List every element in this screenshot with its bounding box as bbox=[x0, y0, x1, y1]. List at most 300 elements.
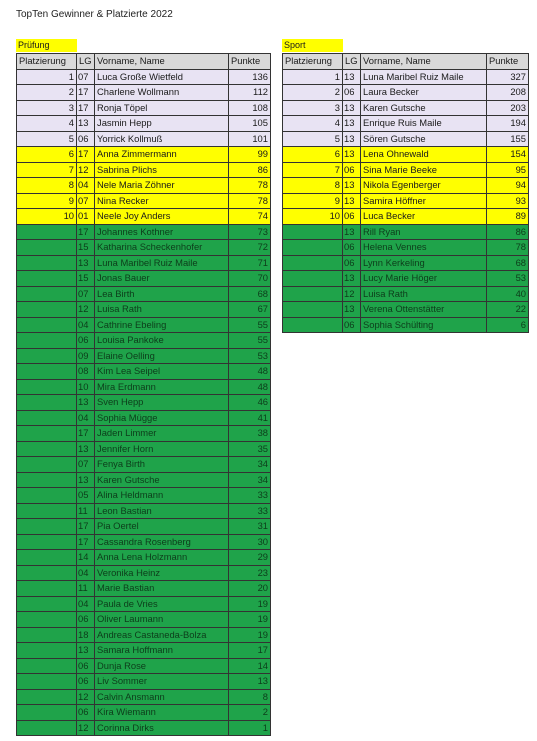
table-row bbox=[17, 364, 271, 380]
place-cell bbox=[17, 286, 77, 302]
place-cell bbox=[17, 519, 77, 535]
lg-cell: 04 bbox=[77, 565, 95, 581]
place-cell bbox=[17, 612, 77, 628]
name-cell: Jonas Bauer bbox=[95, 271, 229, 287]
lg-cell: 12 bbox=[77, 162, 95, 178]
lg-cell: 17 bbox=[77, 519, 95, 535]
place-cell bbox=[17, 720, 77, 736]
place-cell: 2 bbox=[283, 85, 343, 101]
points-cell: 68 bbox=[229, 286, 271, 302]
name-cell: Leon Bastian bbox=[95, 503, 229, 519]
points-cell: 19 bbox=[229, 596, 271, 612]
name-cell: Andreas Castaneda-Bolza bbox=[95, 627, 229, 643]
lg-cell: 17 bbox=[77, 100, 95, 116]
name-cell: Pia Oertel bbox=[95, 519, 229, 535]
points-cell: 34 bbox=[229, 472, 271, 488]
points-cell: 67 bbox=[229, 302, 271, 318]
name-cell: Paula de Vries bbox=[95, 596, 229, 612]
points-cell: 8 bbox=[229, 689, 271, 705]
lg-cell: 06 bbox=[343, 240, 361, 256]
points-cell: 78 bbox=[229, 193, 271, 209]
table-row bbox=[283, 286, 529, 302]
name-cell: Charlene Wollmann bbox=[95, 85, 229, 101]
lg-cell: 14 bbox=[77, 550, 95, 566]
table-row bbox=[283, 255, 529, 271]
table-row bbox=[17, 441, 271, 457]
lg-cell: 13 bbox=[343, 193, 361, 209]
points-cell: 112 bbox=[229, 85, 271, 101]
name-cell: Jaden Limmer bbox=[95, 426, 229, 442]
points-cell: 327 bbox=[487, 69, 529, 85]
lg-cell: 13 bbox=[77, 441, 95, 457]
name-cell: Cathrine Ebeling bbox=[95, 317, 229, 333]
table-row bbox=[17, 426, 271, 442]
lg-cell: 13 bbox=[343, 116, 361, 132]
name-cell: Corinna Dirks bbox=[95, 720, 229, 736]
place-cell bbox=[17, 441, 77, 457]
points-cell: 31 bbox=[229, 519, 271, 535]
name-cell: Alina Heldmann bbox=[95, 488, 229, 504]
points-cell: 53 bbox=[229, 348, 271, 364]
table-row bbox=[17, 472, 271, 488]
lg-cell: 13 bbox=[343, 100, 361, 116]
points-cell: 86 bbox=[487, 224, 529, 240]
lg-cell: 06 bbox=[343, 162, 361, 178]
points-cell: 78 bbox=[487, 240, 529, 256]
name-cell: Anna Lena Holzmann bbox=[95, 550, 229, 566]
lg-cell: 07 bbox=[77, 457, 95, 473]
points-cell: 136 bbox=[229, 69, 271, 85]
name-cell: Sophia Mügge bbox=[95, 410, 229, 426]
name-cell: Luna Maribel Ruiz Maile bbox=[95, 255, 229, 271]
name-cell: Johannes Kothner bbox=[95, 224, 229, 240]
place-cell bbox=[283, 271, 343, 287]
table-row bbox=[17, 643, 271, 659]
header-points: Punkte bbox=[487, 54, 529, 70]
place-cell bbox=[17, 240, 77, 256]
place-cell bbox=[17, 255, 77, 271]
name-cell: Verena Ottenstätter bbox=[361, 302, 487, 318]
place-cell: 6 bbox=[17, 147, 77, 163]
table-header-row bbox=[17, 54, 271, 70]
name-cell: Rill Ryan bbox=[361, 224, 487, 240]
table-row bbox=[17, 550, 271, 566]
table-row bbox=[17, 379, 271, 395]
table-row bbox=[17, 581, 271, 597]
place-cell bbox=[17, 457, 77, 473]
lg-cell: 13 bbox=[343, 178, 361, 194]
lg-cell: 06 bbox=[77, 333, 95, 349]
name-cell: Sven Hepp bbox=[95, 395, 229, 411]
table-row bbox=[17, 410, 271, 426]
name-cell: Luisa Rath bbox=[361, 286, 487, 302]
points-cell: 154 bbox=[487, 147, 529, 163]
place-cell bbox=[283, 224, 343, 240]
lg-cell: 13 bbox=[343, 131, 361, 147]
points-cell: 13 bbox=[229, 674, 271, 690]
lg-cell: 04 bbox=[77, 596, 95, 612]
name-cell: Samira Höffner bbox=[361, 193, 487, 209]
place-cell bbox=[17, 705, 77, 721]
place-cell bbox=[283, 255, 343, 271]
lg-cell: 12 bbox=[77, 720, 95, 736]
table-row bbox=[17, 534, 271, 550]
points-cell: 30 bbox=[229, 534, 271, 550]
place-cell bbox=[283, 302, 343, 318]
lg-cell: 04 bbox=[77, 410, 95, 426]
points-cell: 99 bbox=[229, 147, 271, 163]
points-cell: 203 bbox=[487, 100, 529, 116]
table-row bbox=[17, 674, 271, 690]
header-place: Platzierung bbox=[283, 54, 343, 70]
place-cell: 10 bbox=[17, 209, 77, 225]
place-cell: 9 bbox=[17, 193, 77, 209]
name-cell: Helena Vennes bbox=[361, 240, 487, 256]
header-lg: LG bbox=[77, 54, 95, 70]
points-cell: 55 bbox=[229, 333, 271, 349]
points-cell: 194 bbox=[487, 116, 529, 132]
place-cell bbox=[283, 240, 343, 256]
name-cell: Liv Sommer bbox=[95, 674, 229, 690]
place-cell bbox=[17, 271, 77, 287]
lg-cell: 06 bbox=[77, 674, 95, 690]
place-cell bbox=[17, 581, 77, 597]
table-row bbox=[17, 131, 271, 147]
place-cell bbox=[17, 333, 77, 349]
points-cell: 155 bbox=[487, 131, 529, 147]
lg-cell: 13 bbox=[343, 271, 361, 287]
table-row bbox=[17, 395, 271, 411]
table-row bbox=[17, 519, 271, 535]
name-cell: Mira Erdmann bbox=[95, 379, 229, 395]
points-cell: 71 bbox=[229, 255, 271, 271]
header-points: Punkte bbox=[229, 54, 271, 70]
name-cell: Jasmin Hepp bbox=[95, 116, 229, 132]
table-row bbox=[283, 162, 529, 178]
name-cell: Neele Joy Anders bbox=[95, 209, 229, 225]
name-cell: Lena Ohnewald bbox=[361, 147, 487, 163]
points-cell: 48 bbox=[229, 379, 271, 395]
lg-cell: 13 bbox=[77, 643, 95, 659]
place-cell bbox=[17, 426, 77, 442]
lg-cell: 05 bbox=[77, 488, 95, 504]
place-cell: 3 bbox=[283, 100, 343, 116]
name-cell: Anna Zimmermann bbox=[95, 147, 229, 163]
table-row bbox=[17, 116, 271, 132]
lg-cell: 13 bbox=[77, 472, 95, 488]
place-cell: 8 bbox=[17, 178, 77, 194]
place-cell: 3 bbox=[17, 100, 77, 116]
place-cell: 4 bbox=[283, 116, 343, 132]
name-cell: Luca Becker bbox=[361, 209, 487, 225]
header-place: Platzierung bbox=[17, 54, 77, 70]
place-cell bbox=[17, 565, 77, 581]
name-cell: Cassandra Rosenberg bbox=[95, 534, 229, 550]
name-cell: Luca Große Wietfeld bbox=[95, 69, 229, 85]
points-cell: 93 bbox=[487, 193, 529, 209]
points-cell: 20 bbox=[229, 581, 271, 597]
place-cell bbox=[283, 286, 343, 302]
points-cell: 2 bbox=[229, 705, 271, 721]
lg-cell: 06 bbox=[343, 317, 361, 333]
lg-cell: 06 bbox=[77, 131, 95, 147]
name-cell: Calvin Ansmann bbox=[95, 689, 229, 705]
points-cell: 108 bbox=[229, 100, 271, 116]
name-cell: Nina Recker bbox=[95, 193, 229, 209]
place-cell: 8 bbox=[283, 178, 343, 194]
name-cell: Louisa Pankoke bbox=[95, 333, 229, 349]
table-row bbox=[17, 612, 271, 628]
table-row bbox=[283, 302, 529, 318]
table-row bbox=[17, 100, 271, 116]
lg-cell: 08 bbox=[77, 364, 95, 380]
lg-cell: 15 bbox=[77, 240, 95, 256]
table-body bbox=[17, 69, 271, 736]
place-cell bbox=[17, 410, 77, 426]
name-cell: Luisa Rath bbox=[95, 302, 229, 318]
name-cell: Nele Maria Zöhner bbox=[95, 178, 229, 194]
table-row bbox=[17, 457, 271, 473]
name-cell: Jennifer Horn bbox=[95, 441, 229, 457]
name-cell: Sabrina Plichs bbox=[95, 162, 229, 178]
table-row bbox=[17, 565, 271, 581]
table-row bbox=[17, 705, 271, 721]
points-cell: 33 bbox=[229, 488, 271, 504]
points-cell: 55 bbox=[229, 317, 271, 333]
header-name: Vorname, Name bbox=[95, 54, 229, 70]
lg-cell: 17 bbox=[77, 534, 95, 550]
table-row bbox=[17, 596, 271, 612]
table-row bbox=[17, 689, 271, 705]
table-row bbox=[283, 193, 529, 209]
place-cell bbox=[17, 689, 77, 705]
name-cell: Laura Becker bbox=[361, 85, 487, 101]
place-cell: 10 bbox=[283, 209, 343, 225]
page-title: TopTen Gewinner & Platzierte 2022 bbox=[16, 9, 173, 20]
table-row bbox=[17, 333, 271, 349]
table-row bbox=[17, 286, 271, 302]
points-cell: 48 bbox=[229, 364, 271, 380]
table-row bbox=[283, 147, 529, 163]
points-cell: 6 bbox=[487, 317, 529, 333]
name-cell: Oliver Laumann bbox=[95, 612, 229, 628]
points-cell: 72 bbox=[229, 240, 271, 256]
place-cell bbox=[17, 658, 77, 674]
lg-cell: 13 bbox=[77, 116, 95, 132]
place-cell: 5 bbox=[283, 131, 343, 147]
place-cell bbox=[17, 534, 77, 550]
points-cell: 40 bbox=[487, 286, 529, 302]
place-cell bbox=[17, 379, 77, 395]
place-cell bbox=[17, 643, 77, 659]
name-cell: Luna Maribel Ruiz Maile bbox=[361, 69, 487, 85]
lg-cell: 13 bbox=[343, 302, 361, 318]
lg-cell: 17 bbox=[77, 85, 95, 101]
points-cell: 70 bbox=[229, 271, 271, 287]
name-cell: Katharina Scheckenhofer bbox=[95, 240, 229, 256]
name-cell: Veronika Heinz bbox=[95, 565, 229, 581]
points-cell: 74 bbox=[229, 209, 271, 225]
place-cell: 1 bbox=[283, 69, 343, 85]
lg-cell: 12 bbox=[343, 286, 361, 302]
lg-cell: 13 bbox=[77, 255, 95, 271]
name-cell: Samara Hoffmann bbox=[95, 643, 229, 659]
table-row bbox=[17, 302, 271, 318]
section-label-pruefung: Prüfung bbox=[16, 39, 77, 52]
name-cell: Sina Marie Beeke bbox=[361, 162, 487, 178]
table-row bbox=[283, 178, 529, 194]
points-cell: 101 bbox=[229, 131, 271, 147]
lg-cell: 06 bbox=[343, 255, 361, 271]
place-cell: 4 bbox=[17, 116, 77, 132]
lg-cell: 13 bbox=[343, 147, 361, 163]
points-cell: 29 bbox=[229, 550, 271, 566]
place-cell bbox=[17, 488, 77, 504]
name-cell: Marie Bastian bbox=[95, 581, 229, 597]
points-cell: 14 bbox=[229, 658, 271, 674]
table-row bbox=[17, 162, 271, 178]
place-cell: 5 bbox=[17, 131, 77, 147]
place-cell: 2 bbox=[17, 85, 77, 101]
points-cell: 208 bbox=[487, 85, 529, 101]
points-cell: 38 bbox=[229, 426, 271, 442]
place-cell: 7 bbox=[283, 162, 343, 178]
lg-cell: 07 bbox=[77, 193, 95, 209]
place-cell bbox=[17, 674, 77, 690]
name-cell: Lea Birth bbox=[95, 286, 229, 302]
points-cell: 86 bbox=[229, 162, 271, 178]
points-cell: 94 bbox=[487, 178, 529, 194]
lg-cell: 07 bbox=[77, 286, 95, 302]
table-row bbox=[17, 255, 271, 271]
place-cell: 6 bbox=[283, 147, 343, 163]
place-cell bbox=[17, 472, 77, 488]
name-cell: Sophia Schülting bbox=[361, 317, 487, 333]
place-cell bbox=[17, 395, 77, 411]
place-cell bbox=[17, 224, 77, 240]
place-cell bbox=[17, 348, 77, 364]
place-cell bbox=[17, 317, 77, 333]
table-row bbox=[17, 147, 271, 163]
name-cell: Elaine Oelling bbox=[95, 348, 229, 364]
table-row bbox=[17, 317, 271, 333]
name-cell: Karen Gutsche bbox=[361, 100, 487, 116]
table-row bbox=[17, 224, 271, 240]
table-row bbox=[17, 627, 271, 643]
lg-cell: 06 bbox=[77, 612, 95, 628]
name-cell: Fenya Birth bbox=[95, 457, 229, 473]
table-row bbox=[283, 69, 529, 85]
header-lg: LG bbox=[343, 54, 361, 70]
table-row bbox=[17, 178, 271, 194]
points-cell: 73 bbox=[229, 224, 271, 240]
lg-cell: 06 bbox=[343, 209, 361, 225]
name-cell: Yorrick Kollmuß bbox=[95, 131, 229, 147]
name-cell: Ronja Töpel bbox=[95, 100, 229, 116]
table-row bbox=[283, 85, 529, 101]
name-cell: Kira Wiemann bbox=[95, 705, 229, 721]
table-row bbox=[283, 240, 529, 256]
points-cell: 22 bbox=[487, 302, 529, 318]
header-name: Vorname, Name bbox=[361, 54, 487, 70]
lg-cell: 12 bbox=[77, 689, 95, 705]
lg-cell: 09 bbox=[77, 348, 95, 364]
points-cell: 68 bbox=[487, 255, 529, 271]
place-cell bbox=[17, 364, 77, 380]
lg-cell: 17 bbox=[77, 426, 95, 442]
ranking-table-sport bbox=[282, 53, 529, 333]
lg-cell: 17 bbox=[77, 224, 95, 240]
table-row bbox=[283, 100, 529, 116]
points-cell: 19 bbox=[229, 627, 271, 643]
table-row bbox=[17, 85, 271, 101]
name-cell: Karen Gutsche bbox=[95, 472, 229, 488]
lg-cell: 06 bbox=[77, 658, 95, 674]
lg-cell: 10 bbox=[77, 379, 95, 395]
points-cell: 89 bbox=[487, 209, 529, 225]
points-cell: 19 bbox=[229, 612, 271, 628]
table-row bbox=[283, 224, 529, 240]
points-cell: 53 bbox=[487, 271, 529, 287]
lg-cell: 07 bbox=[77, 69, 95, 85]
table-row bbox=[17, 209, 271, 225]
points-cell: 35 bbox=[229, 441, 271, 457]
table-row bbox=[283, 131, 529, 147]
place-cell: 7 bbox=[17, 162, 77, 178]
points-cell: 33 bbox=[229, 503, 271, 519]
lg-cell: 13 bbox=[77, 395, 95, 411]
place-cell: 1 bbox=[17, 69, 77, 85]
table-row bbox=[17, 240, 271, 256]
table-row bbox=[17, 488, 271, 504]
name-cell: Lynn Kerkeling bbox=[361, 255, 487, 271]
lg-cell: 18 bbox=[77, 627, 95, 643]
place-cell bbox=[283, 317, 343, 333]
lg-cell: 13 bbox=[343, 224, 361, 240]
table-row bbox=[17, 271, 271, 287]
table-row bbox=[17, 193, 271, 209]
table-row bbox=[17, 503, 271, 519]
table-row bbox=[283, 116, 529, 132]
ranking-table-pruefung bbox=[16, 53, 271, 736]
name-cell: Dunja Rose bbox=[95, 658, 229, 674]
place-cell bbox=[17, 550, 77, 566]
lg-cell: 13 bbox=[343, 69, 361, 85]
table-row bbox=[17, 69, 271, 85]
table-row bbox=[17, 658, 271, 674]
lg-cell: 04 bbox=[77, 317, 95, 333]
points-cell: 1 bbox=[229, 720, 271, 736]
name-cell: Kim Lea Seipel bbox=[95, 364, 229, 380]
lg-cell: 15 bbox=[77, 271, 95, 287]
name-cell: Sören Gutsche bbox=[361, 131, 487, 147]
table-header-row bbox=[283, 54, 529, 70]
points-cell: 17 bbox=[229, 643, 271, 659]
points-cell: 78 bbox=[229, 178, 271, 194]
name-cell: Nikola Egenberger bbox=[361, 178, 487, 194]
place-cell bbox=[17, 596, 77, 612]
lg-cell: 11 bbox=[77, 503, 95, 519]
name-cell: Enrique Ruis Maile bbox=[361, 116, 487, 132]
place-cell: 9 bbox=[283, 193, 343, 209]
lg-cell: 12 bbox=[77, 302, 95, 318]
table-row bbox=[17, 348, 271, 364]
points-cell: 46 bbox=[229, 395, 271, 411]
place-cell bbox=[17, 302, 77, 318]
points-cell: 105 bbox=[229, 116, 271, 132]
lg-cell: 17 bbox=[77, 147, 95, 163]
table-row bbox=[17, 720, 271, 736]
